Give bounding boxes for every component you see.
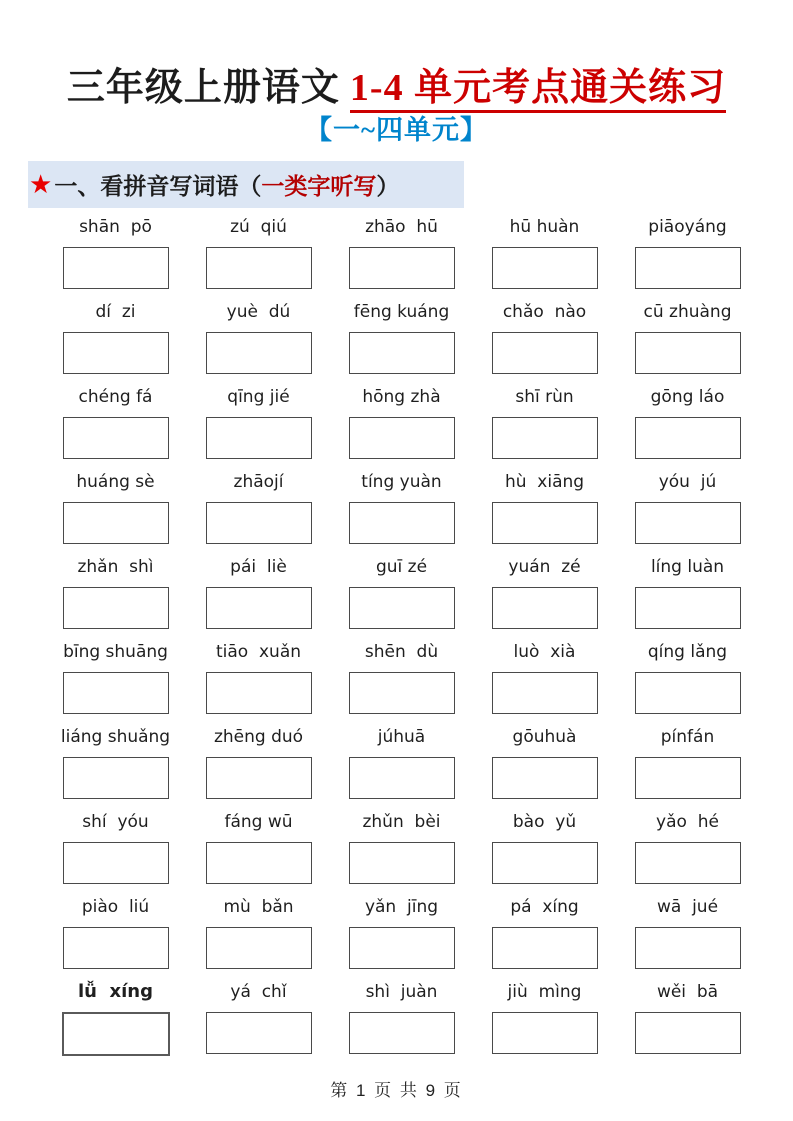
pinyin-cell (616, 809, 759, 894)
answer-box (62, 1012, 170, 1056)
pinyin-label: zhāo hū (365, 217, 438, 237)
pinyin-label: pá xíng (510, 897, 579, 917)
pinyin-label: dí zi (95, 302, 136, 322)
pinyin-cell (44, 214, 187, 299)
section-label-red: 一类字听写 (261, 174, 377, 199)
pinyin-cell (473, 469, 616, 554)
pinyin-label: yóu jú (658, 472, 717, 492)
answer-box (349, 672, 455, 714)
answer-box (635, 332, 741, 374)
answer-box (63, 502, 169, 544)
pinyin-cell (44, 979, 187, 1064)
pinyin-cell (473, 809, 616, 894)
pinyin-cell (44, 384, 187, 469)
pinyin-label: cū zhuàng (643, 302, 732, 322)
answer-box (492, 417, 598, 459)
pinyin-label: yuè dú (226, 302, 291, 322)
pinyin-label: fēng kuáng (353, 302, 450, 322)
pinyin-cell (473, 554, 616, 639)
pinyin-label: hōng zhà (362, 387, 441, 407)
answer-box (206, 672, 312, 714)
pinyin-label: wā jué (656, 897, 719, 917)
pinyin-cell (330, 469, 473, 554)
pinyin-cell (44, 469, 187, 554)
answer-box (635, 502, 741, 544)
pinyin-label: zhǎn shì (77, 557, 154, 577)
answer-box (206, 842, 312, 884)
pinyin-label: yá chǐ (230, 982, 287, 1002)
pinyin-cell (187, 469, 330, 554)
answer-box (492, 672, 598, 714)
answer-box (492, 757, 598, 799)
answer-box (206, 587, 312, 629)
page-title-red: 1-4 单元考点通关练习 (350, 67, 726, 113)
answer-box (349, 247, 455, 289)
section-label: 一、看拼音写词语（ (54, 174, 262, 199)
pinyin-label: mù bǎn (223, 897, 294, 917)
answer-box (63, 927, 169, 969)
answer-box (492, 927, 598, 969)
pinyin-cell (616, 299, 759, 384)
pinyin-label: lǚ xíng (78, 981, 153, 1002)
pinyin-label: zhǔn bèi (362, 812, 441, 832)
answer-box (63, 842, 169, 884)
pinyin-cell (473, 639, 616, 724)
pinyin-label: shí yóu (82, 812, 149, 832)
pinyin-label: piāoyáng (648, 217, 727, 237)
pinyin-cell (616, 384, 759, 469)
answer-box (635, 1012, 741, 1054)
pinyin-label: piào liú (81, 897, 150, 917)
answer-box (492, 332, 598, 374)
pinyin-cell (187, 214, 330, 299)
pinyin-cell (187, 979, 330, 1064)
pinyin-label: qíng lǎng (647, 642, 728, 662)
pinyin-cell (187, 894, 330, 979)
pinyin-cell (473, 299, 616, 384)
pinyin-cell (616, 469, 759, 554)
pinyin-cell (616, 894, 759, 979)
pinyin-label: yǎo hé (656, 812, 719, 832)
pinyin-label: chǎo nào (502, 302, 587, 322)
pinyin-label: liáng shuǎng (60, 727, 171, 747)
pinyin-label: júhuā (377, 727, 426, 747)
answer-box (63, 757, 169, 799)
pinyin-cell (330, 809, 473, 894)
pinyin-cell (616, 214, 759, 299)
answer-box (206, 927, 312, 969)
answer-box (206, 247, 312, 289)
pinyin-label: yǎn jīng (364, 897, 439, 917)
answer-box (206, 757, 312, 799)
answer-box (206, 417, 312, 459)
pinyin-cell (44, 554, 187, 639)
star-icon: ★ (29, 169, 53, 200)
pinyin-label: qīng jié (227, 387, 290, 407)
pinyin-cell (616, 724, 759, 809)
answer-box (635, 757, 741, 799)
pinyin-cell (473, 214, 616, 299)
pinyin-label: fáng wū (224, 812, 293, 832)
answer-box (492, 587, 598, 629)
pinyin-cell (473, 384, 616, 469)
pinyin-label: zú qiú (230, 217, 287, 237)
answer-box (349, 332, 455, 374)
pinyin-label: tiāo xuǎn (215, 642, 302, 662)
pinyin-cell (187, 639, 330, 724)
pinyin-cell (473, 724, 616, 809)
pinyin-cell (330, 554, 473, 639)
answer-box (63, 672, 169, 714)
pinyin-label: luò xià (513, 642, 576, 662)
pinyin-cell (44, 639, 187, 724)
pinyin-label: zhēng duó (213, 727, 304, 747)
pinyin-label: jiù mìng (507, 982, 582, 1002)
pinyin-cell (187, 384, 330, 469)
answer-box (206, 332, 312, 374)
pinyin-label: yuán zé (508, 557, 581, 577)
pinyin-cell (330, 214, 473, 299)
pinyin-label: chéng fá (78, 387, 153, 407)
answer-box (349, 1012, 455, 1054)
pinyin-cell (330, 384, 473, 469)
page-title (0, 65, 793, 113)
pinyin-cell (616, 979, 759, 1064)
answer-box (635, 417, 741, 459)
answer-box (349, 842, 455, 884)
pinyin-cell (44, 299, 187, 384)
page-title-black: 三年级上册语文 (66, 67, 340, 110)
pinyin-label: shì juàn (365, 982, 438, 1002)
pinyin-label: bào yǔ (512, 812, 577, 832)
answer-box (349, 757, 455, 799)
answer-box (635, 247, 741, 289)
pinyin-cell (44, 724, 187, 809)
pinyin-label: zhāojí (233, 472, 284, 492)
pinyin-label: pínfán (660, 727, 715, 747)
pinyin-label: gōuhuà (512, 727, 577, 747)
answer-box (63, 417, 169, 459)
pinyin-label: huáng sè (76, 472, 155, 492)
unit-range-subtitle: 【一~四单元】 (304, 115, 489, 145)
pinyin-label: shī rùn (515, 387, 574, 407)
pinyin-cell (330, 639, 473, 724)
pinyin-cell (330, 299, 473, 384)
answer-box (349, 587, 455, 629)
answer-box (349, 927, 455, 969)
pinyin-label: shān pō (79, 217, 152, 237)
pinyin-cell (44, 809, 187, 894)
answer-box (492, 842, 598, 884)
answer-box (635, 672, 741, 714)
answer-box (492, 247, 598, 289)
answer-box (63, 587, 169, 629)
pinyin-cell (187, 724, 330, 809)
pinyin-cell (330, 894, 473, 979)
pinyin-label: gōng láo (650, 387, 725, 407)
answer-box (635, 927, 741, 969)
pinyin-grid (44, 214, 759, 1064)
answer-box (635, 842, 741, 884)
pinyin-cell (473, 979, 616, 1064)
answer-box (206, 1012, 312, 1054)
answer-box (492, 1012, 598, 1054)
answer-box (63, 332, 169, 374)
section-header (28, 161, 464, 208)
answer-box (635, 587, 741, 629)
answer-box (63, 247, 169, 289)
pinyin-cell (44, 894, 187, 979)
answer-box (349, 502, 455, 544)
pinyin-cell (187, 554, 330, 639)
pinyin-label: wěi bā (656, 982, 719, 1002)
pinyin-cell (330, 724, 473, 809)
pinyin-cell (473, 894, 616, 979)
pinyin-label: pái liè (230, 557, 287, 577)
pinyin-label: hù xiāng (504, 472, 585, 492)
pinyin-label: líng luàn (650, 557, 725, 577)
pinyin-label: shēn dù (364, 642, 439, 662)
pinyin-label: guī zé (375, 557, 428, 577)
pinyin-label: hū huàn (509, 217, 580, 237)
pinyin-cell (187, 809, 330, 894)
section-label-close: ） (376, 174, 400, 199)
page-number-footer: 第 1 页 共 9 页 (330, 1081, 463, 1100)
pinyin-cell (616, 554, 759, 639)
pinyin-label: tíng yuàn (361, 472, 442, 492)
pinyin-label: bīng shuāng (63, 642, 168, 662)
pinyin-cell (187, 299, 330, 384)
pinyin-cell (330, 979, 473, 1064)
pinyin-cell (616, 639, 759, 724)
answer-box (492, 502, 598, 544)
answer-box (349, 417, 455, 459)
answer-box (206, 502, 312, 544)
